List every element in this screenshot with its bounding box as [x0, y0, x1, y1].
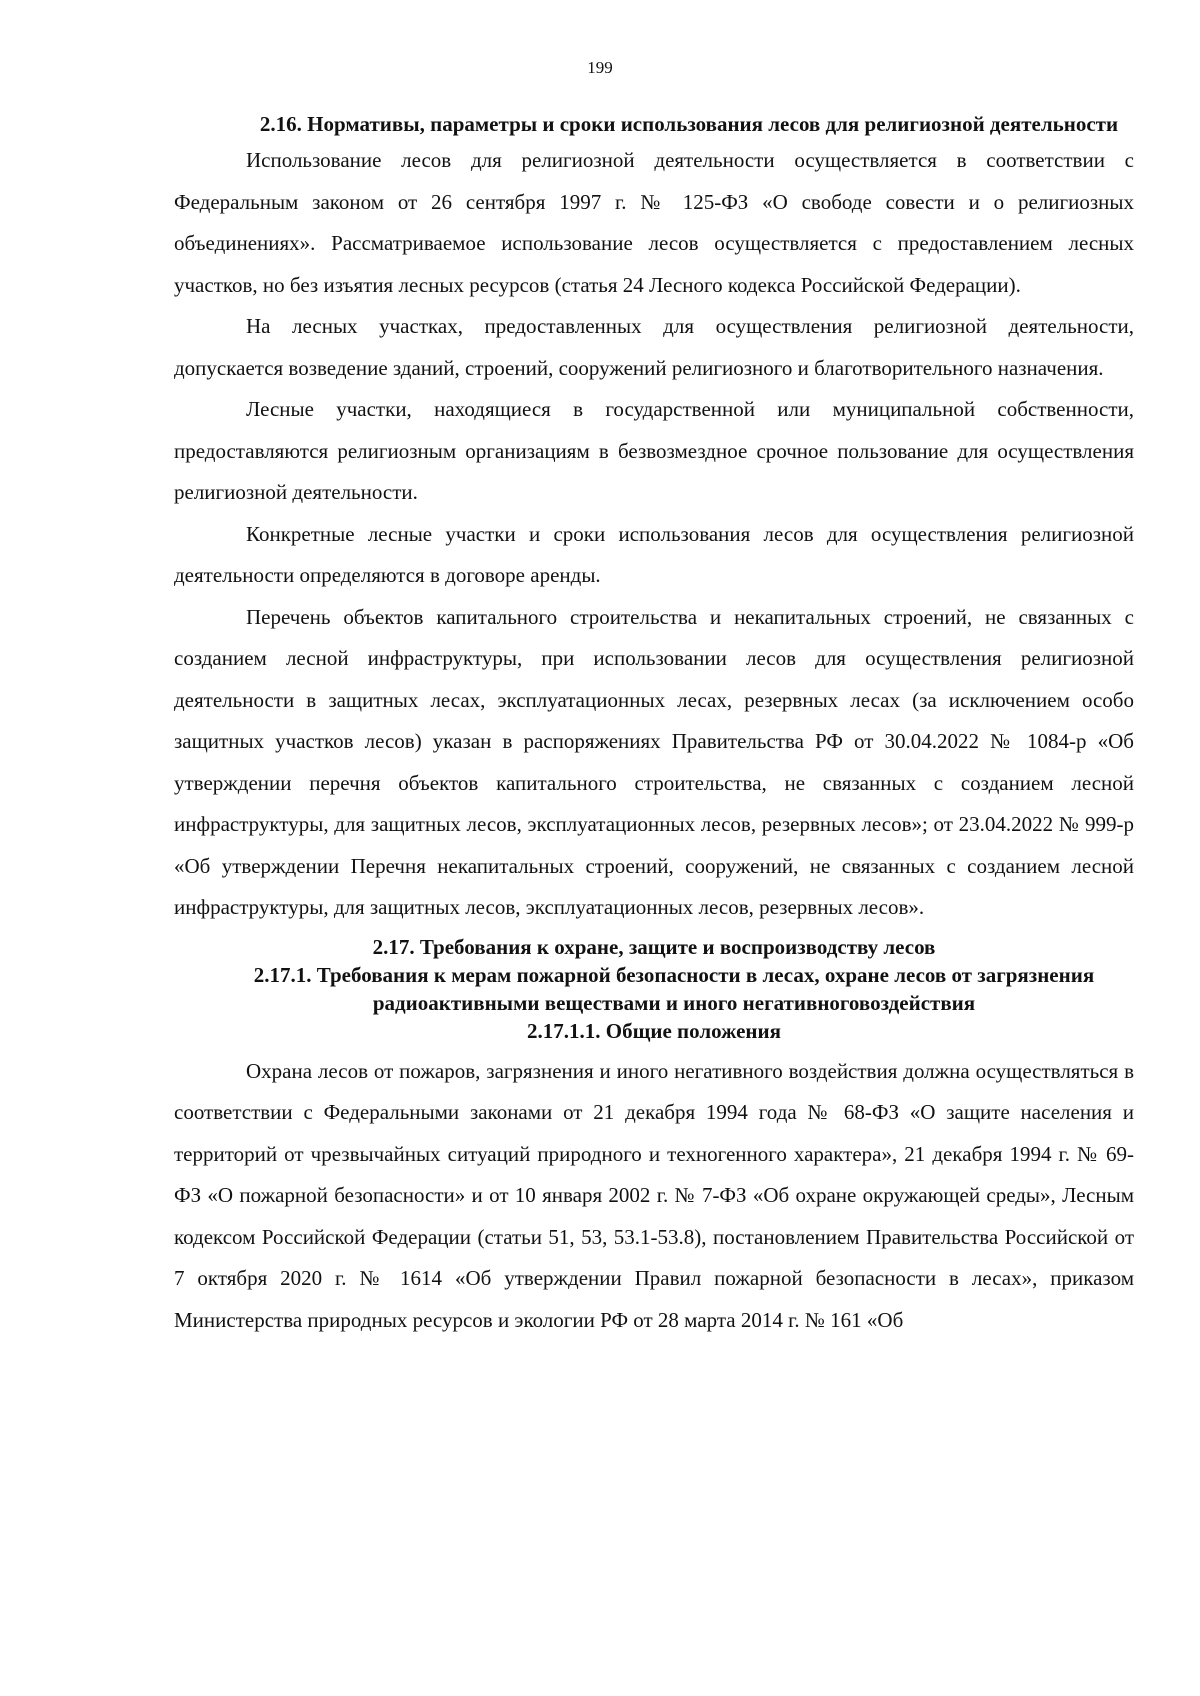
section-2-17-1-heading: 2.17.1. Требования к мерам пожарной безопасности в лесах, охране лесов от загрязнения радиоактивными веществами и иного негативноговоздействия: [253, 962, 1095, 1015]
section-2-16-heading: 2.16. Нормативы, параметры и сроки использования лесов для религиозной деятельности: [259, 112, 1119, 136]
section-2-17-heading: 2.17. Требования к охране, защите и воспроизводству лесов: [372, 934, 936, 959]
paragraph: Перечень объектов капитального строительства и некапитальных строений, не связанных с созданием лесной инфраструктуры, при использовании лесов для осуществления религиозной деятельности в защитных лесах, эксплуатационных лесах, резервных лесах (за исключением особо защитных участков лесов) указан в распоряжениях Правительства РФ от 30.04.2022 № 1084-р «Об утверждении перечня объектов капитального строительства, не связанных с созданием лесной инфраструктуры, для защитных лесов, эксплуатационных лесов, резервных лесов»; от 23.04.2022 № 999-р «Об утверждении Перечня некапитальных строений, сооружений, не связанных с созданием лесной инфраструктуры, для защитных лесов, эксплуатационных лесов, резервных лесов».: [174, 604, 1134, 919]
section-2-16-body: [174, 140, 1134, 929]
section-2-17-body: [174, 1051, 1134, 1342]
paragraph: Лесные участки, находящиеся в государственной или муниципальной собственности, предоставляются религиозным организациям в безвозмездное срочное пользование для осуществления религиозной деятельности.: [174, 397, 1134, 504]
page-content: [174, 110, 1134, 1341]
page-number: 199: [587, 58, 613, 77]
paragraph: Использование лесов для религиозной деятельности осуществляется в соответствии с Федеральным законом от 26 сентября 1997 г. № 125-ФЗ «О свободе совести и о религиозных объединениях». Рассматриваемое использование лесов осуществляется с предоставлением лесных участков, но без изъятия лесных ресурсов (статья 24 Лесного кодекса Российской Федерации).: [174, 148, 1134, 297]
paragraph: Охрана лесов от пожаров, загрязнения и иного негативного воздействия должна осуществляться в соответствии с Федеральными законами от 21 декабря 1994 года № 68-ФЗ «О защите населения и территорий от чрезвычайных ситуаций природного и техногенного характера», 21 декабря 1994 г. № 69-ФЗ «О пожарной безопасности» и от 10 января 2002 г. № 7-ФЗ «Об охране окружающей среды», Лесным кодексом Российской Федерации (статьи 51, 53, 53.1-53.8), постановлением Правительства Российской от 7 октября 2020 г. № 1614 «Об утверждении Правил пожарной безопасности в лесах», приказом Министерства природных ресурсов и экологии РФ от 28 марта 2014 г. № 161 «Об: [174, 1058, 1134, 1332]
paragraph: На лесных участках, предоставленных для осуществления религиозной деятельности, допускается возведение зданий, строений, сооружений религиозного и благотворительного назначения.: [174, 314, 1134, 380]
section-2-17-1-1-heading: 2.17.1.1. Общие положения: [527, 1018, 781, 1043]
section-2-17-headings: [174, 933, 1134, 1045]
paragraph: Конкретные лесные участки и сроки использования лесов для осуществления религиозной деятельности определяются в договоре аренды.: [174, 521, 1134, 587]
